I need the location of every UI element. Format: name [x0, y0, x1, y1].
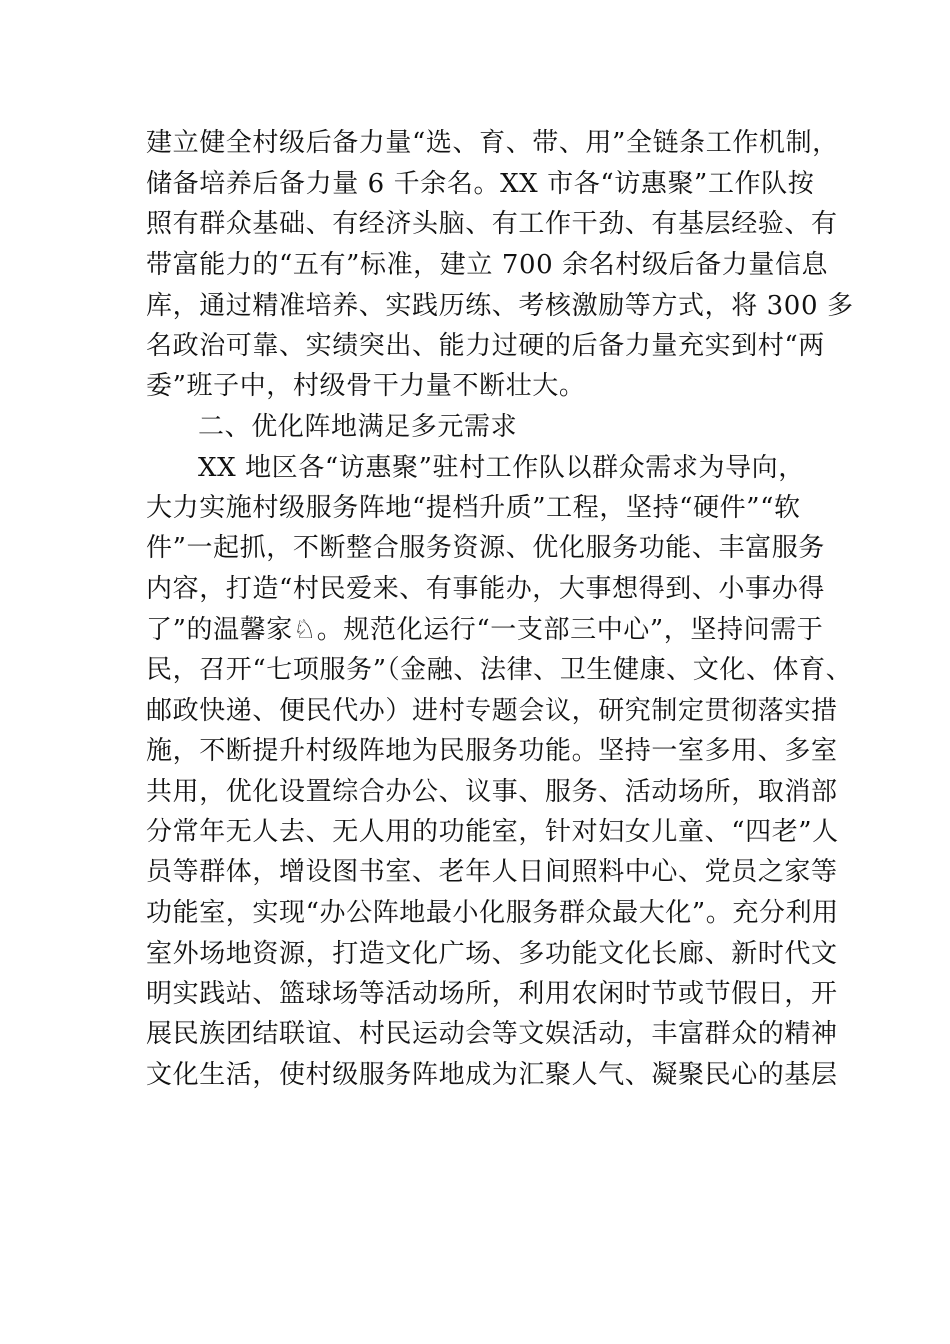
- text-line: 内容，打造“村民爱来、有事能办，大事想得到、小事办得: [146, 574, 825, 604]
- text-line: 了”的温馨家♘。规范化运行“一支部三中心”，坚持问需于: [146, 615, 824, 645]
- text-line: 带富能力的“五有”标准，建立 700 余名村级后备力量信息: [146, 250, 829, 280]
- text-line: 委”班子中，村级骨干力量不断壮大。: [146, 371, 586, 401]
- text-line: 明实践站、篮球场等活动场所，利用农闲时节或节假日，开: [146, 979, 838, 1009]
- text-line: 邮政快递、便民代办）进村专题会议，研究制定贯彻落实措: [146, 696, 838, 726]
- text-line: 文化生活，使村级服务阵地成为汇聚人气、凝聚民心的基层: [146, 1060, 838, 1090]
- text-line: 件”一起抓，不断整合服务资源、优化服务功能、丰富服务: [146, 533, 825, 563]
- text-line: 室外场地资源，打造文化广场、多功能文化长廊、新时代文: [146, 939, 838, 969]
- paragraph-first-line: XX 地区各“访惠聚”驻村工作队以群众需求为导向，: [198, 453, 805, 483]
- text-line: 共用，优化设置综合办公、议事、服务、活动场所，取消部: [146, 777, 838, 807]
- text-line: 施，不断提升村级阵地为民服务功能。坚持一室多用、多室: [146, 736, 838, 766]
- text-line: 展民族团结联谊、村民运动会等文娱活动，丰富群众的精神: [146, 1019, 838, 1049]
- text-line: 建立健全村级后备力量“选、育、带、用”全链条工作机制，: [146, 128, 839, 158]
- text-line: 储备培养后备力量 6 千余名。XX 市各“访惠聚”工作队按: [146, 169, 815, 199]
- text-line: 照有群众基础、有经济头脑、有工作干劲、有基层经验、有: [146, 209, 838, 239]
- section-heading: 二、优化阵地满足多元需求: [198, 412, 518, 442]
- text-line: 员等群体，增设图书室、老年人日间照料中心、党员之家等: [146, 857, 838, 887]
- text-line: 民，召开“七项服务”（金融、法律、卫生健康、文化、体育、: [146, 655, 853, 685]
- text-line: 库，通过精准培养、实践历练、考核激励等方式，将 300 多: [146, 291, 854, 321]
- text-line: 大力实施村级服务阵地“提档升质”工程，坚持“硬件”“软: [146, 493, 801, 523]
- text-line: 功能室，实现“办公阵地最小化服务群众最大化”。充分利用: [146, 898, 839, 928]
- text-line: 名政治可靠、实绩突出、能力过硬的后备力量充实到村“两: [146, 331, 825, 361]
- text-line: 分常年无人去、无人用的功能室，针对妇女儿童、“四老”人: [146, 817, 839, 847]
